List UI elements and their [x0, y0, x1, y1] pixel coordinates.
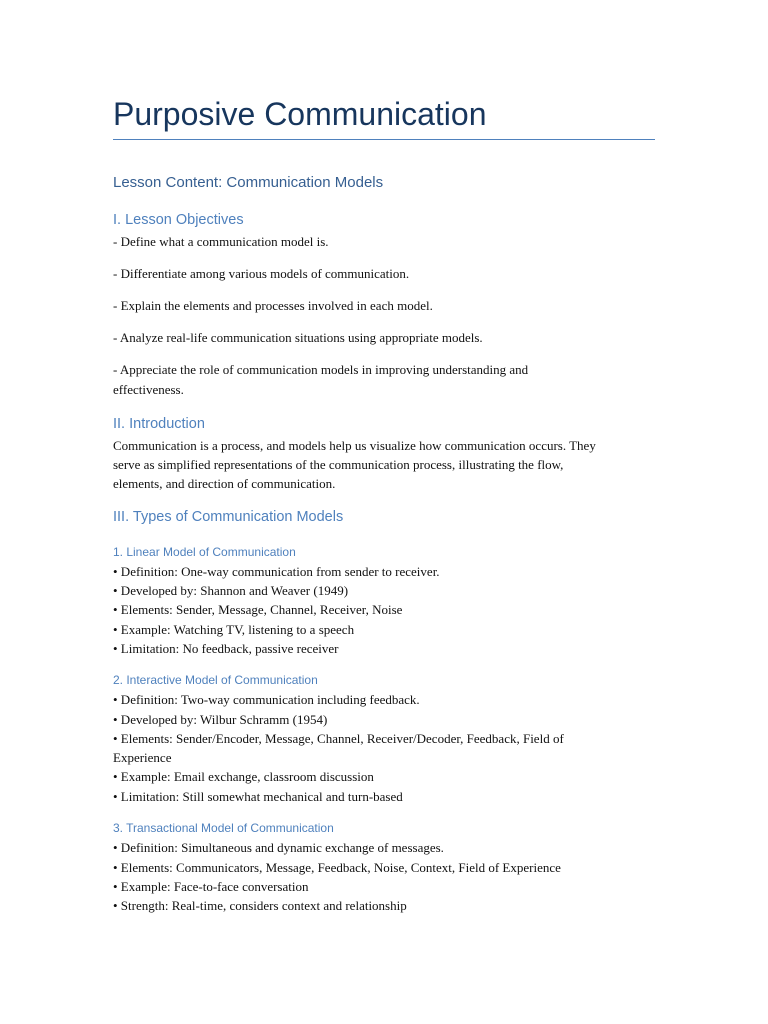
linear-model-heading: 1. Linear Model of Communication [113, 545, 296, 559]
interactive-model-line-continued: Experience [113, 750, 172, 765]
linear-model-line: • Example: Watching TV, listening to a speech [113, 622, 355, 637]
introduction-line: Communication is a process, and models help us visualize how communication occurs. They [113, 438, 596, 453]
linear-model-line: • Definition: One-way communication from sender to receiver. [113, 564, 440, 579]
objective-item: - Differentiate among various models of communication. [113, 266, 410, 281]
introduction-heading: II. Introduction [113, 416, 205, 432]
interactive-model-line: • Definition: Two-way communication including feedback. [113, 692, 420, 707]
transactional-model-line: • Example: Face-to-face conversation [113, 879, 309, 894]
objective-item: - Define what a communication model is. [113, 234, 329, 249]
introduction-line: serve as simplified representations of the communication process, illustrating the flow, [113, 457, 564, 472]
interactive-model-line: • Limitation: Still somewhat mechanical and turn-based [113, 789, 403, 804]
linear-model-line: • Developed by: Shannon and Weaver (1949) [113, 583, 349, 598]
transactional-model-line: • Definition: Simultaneous and dynamic exchange of messages. [113, 840, 444, 855]
objective-item: - Analyze real-life communication situations using appropriate models. [113, 330, 483, 345]
title-underline [113, 139, 655, 140]
lesson-content-heading: Lesson Content: Communication Models [113, 174, 384, 191]
objectives-heading: I. Lesson Objectives [113, 212, 244, 228]
interactive-model-heading: 2. Interactive Model of Communication [113, 673, 318, 687]
interactive-model-line: • Example: Email exchange, classroom discussion [113, 769, 374, 784]
transactional-model-line: • Strength: Real-time, considers context and relationship [113, 898, 407, 913]
objective-item: - Appreciate the role of communication models in improving understanding and [113, 362, 529, 377]
types-heading: III. Types of Communication Models [113, 509, 344, 525]
interactive-model-line: • Elements: Sender/Encoder, Message, Channel, Receiver/Decoder, Feedback, Field of [113, 731, 564, 746]
objective-item: - Explain the elements and processes involved in each model. [113, 298, 433, 313]
document-title: Purposive Communication [113, 96, 487, 132]
linear-model-line: • Limitation: No feedback, passive receiver [113, 641, 339, 656]
linear-model-line: • Elements: Sender, Message, Channel, Receiver, Noise [113, 602, 403, 617]
transactional-model-heading: 3. Transactional Model of Communication [113, 821, 334, 835]
introduction-line: elements, and direction of communication. [113, 476, 336, 491]
interactive-model-line: • Developed by: Wilbur Schramm (1954) [113, 712, 328, 727]
objective-item-continued: effectiveness. [113, 382, 184, 397]
transactional-model-line: • Elements: Communicators, Message, Feedback, Noise, Context, Field of Experience [113, 860, 561, 875]
